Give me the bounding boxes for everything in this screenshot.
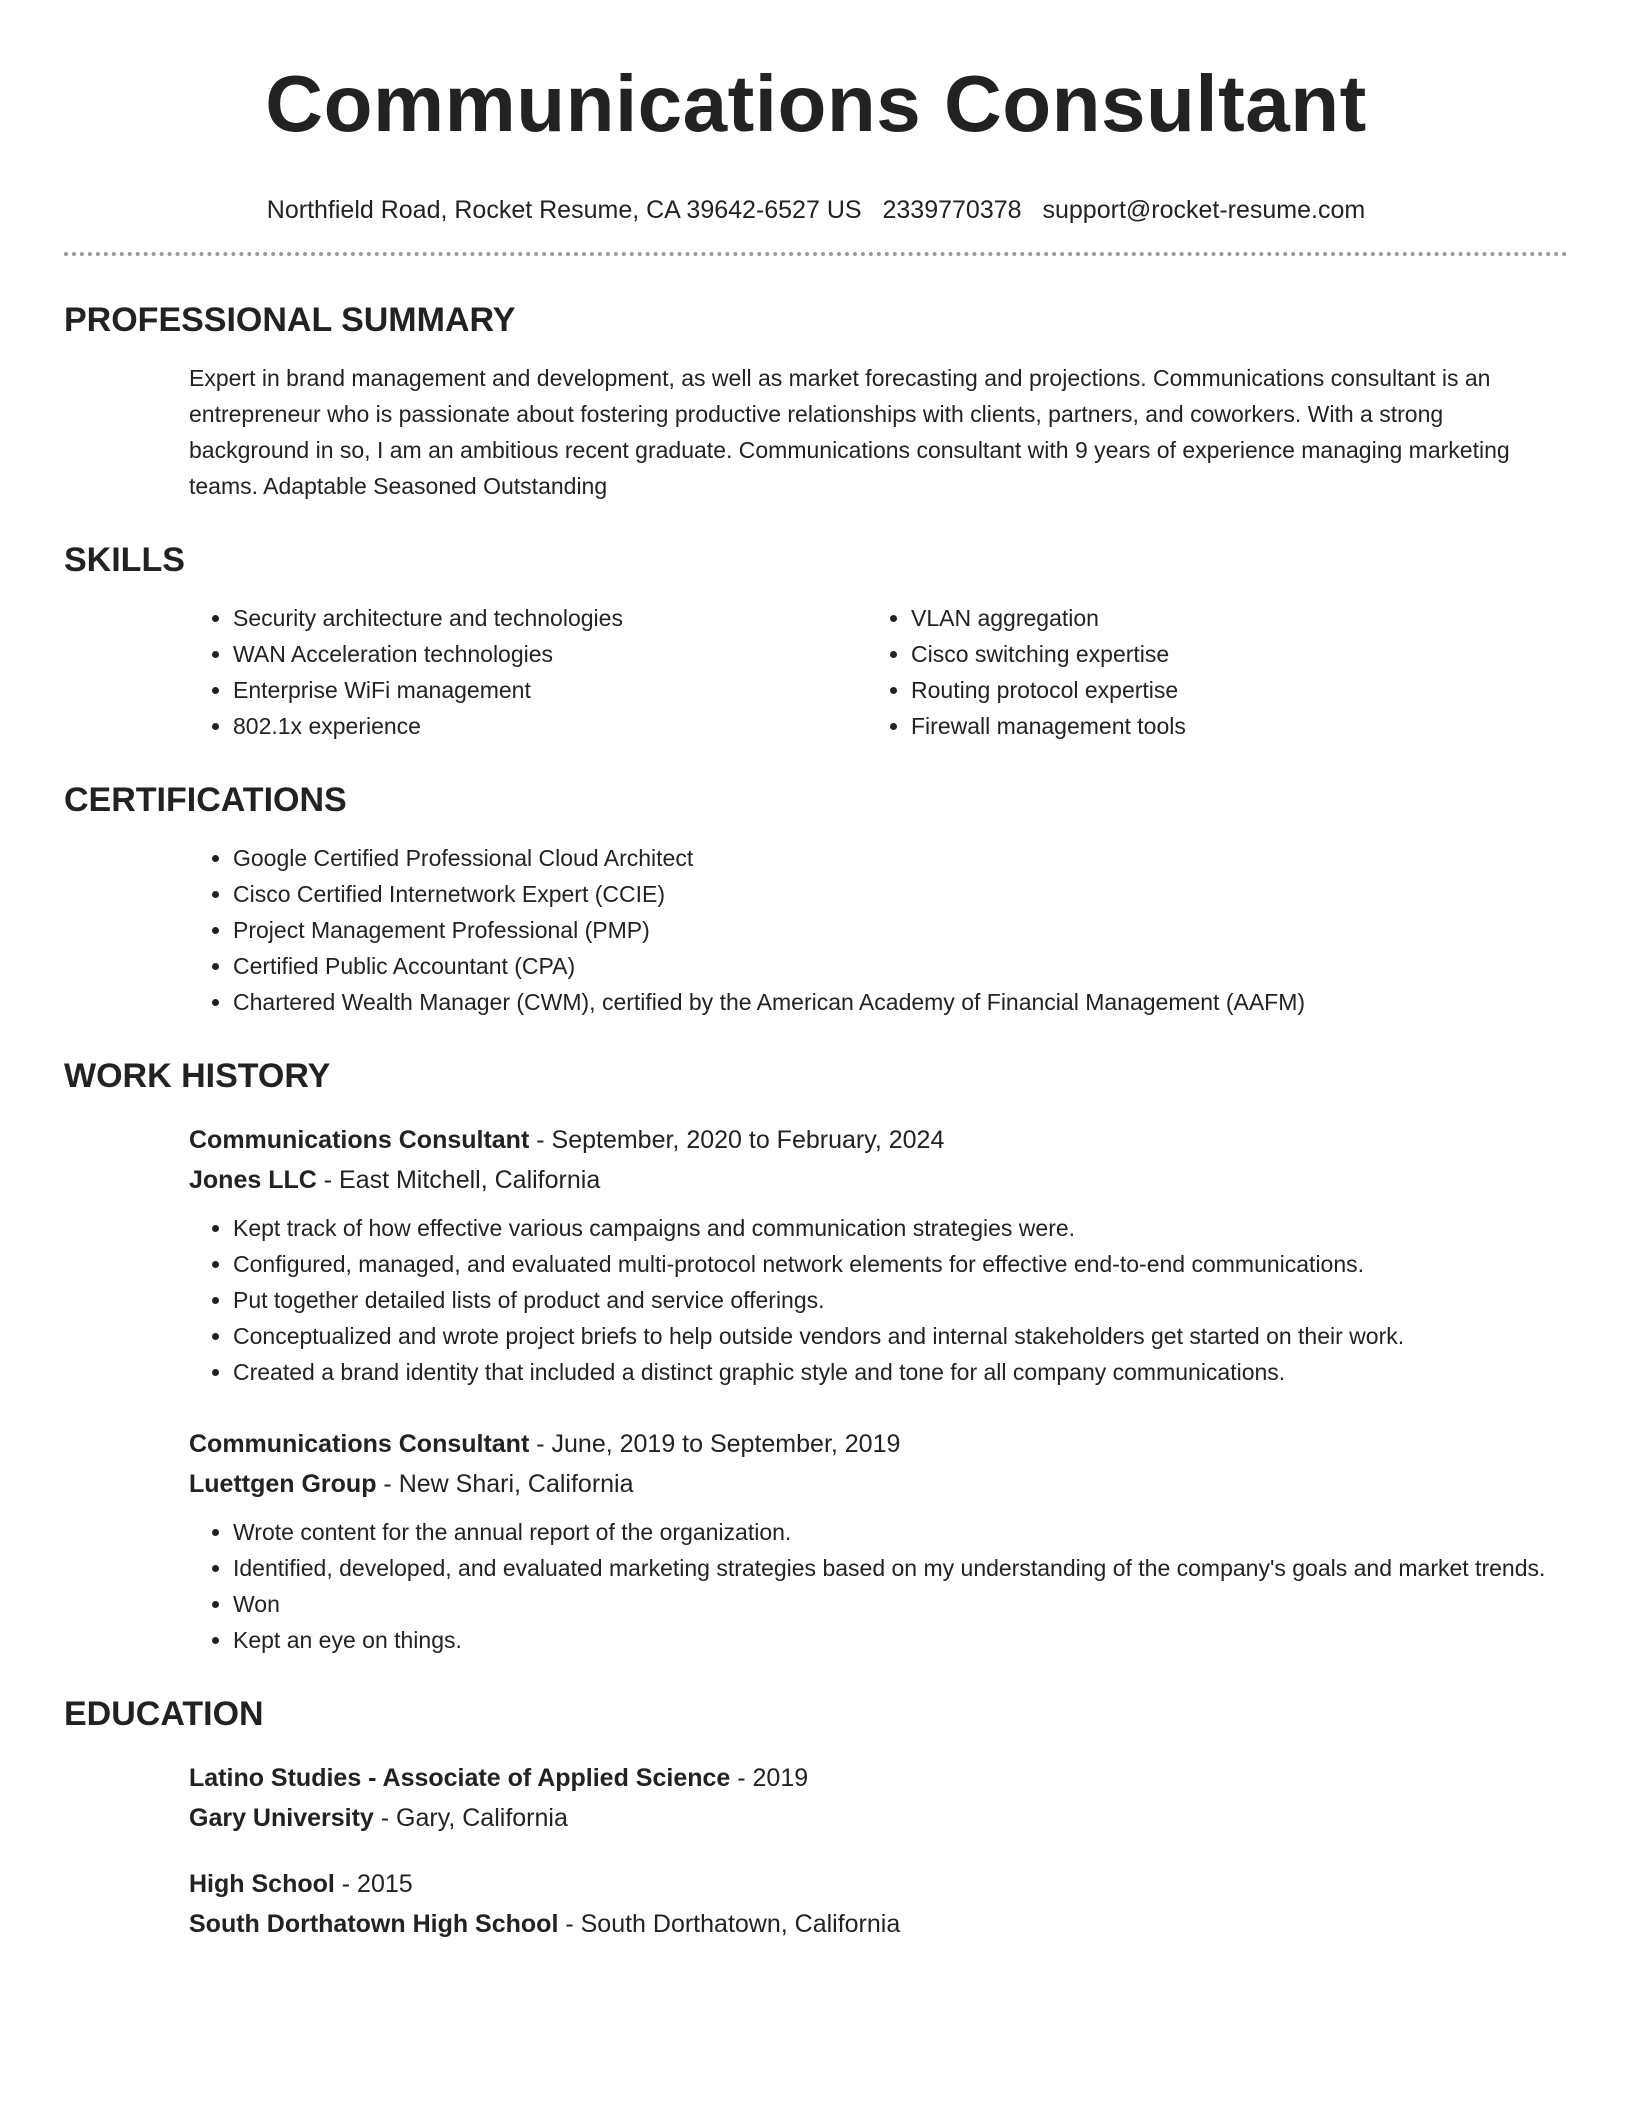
job-entry [189,1120,1568,1390]
certifications-section [64,780,1568,1020]
job-bullet: • Conceptualized and wrote project briefs to help outside vendors and internal stakeholders get started on their work. [233,1318,1568,1354]
education-school-line [189,1904,1568,1944]
job-dates: - June, 2019 to September, 2019 [529,1430,901,1458]
job-bullet: • Wrote content for the annual report of the organization. [233,1514,1568,1550]
certifications-body [189,840,1568,1020]
education-year: - 2019 [730,1764,809,1792]
skill-item: • VLAN aggregation [911,600,1545,636]
education-section [64,1694,1568,1944]
job-bullet: • Won [233,1586,1568,1622]
education-degree: Latino Studies - Associate of Applied Science [189,1764,731,1792]
skills-column-left [189,600,867,744]
education-school-line [189,1798,1568,1838]
certification-item: • Chartered Wealth Manager (CWM), certified by the American Academy of Financial Management (AAFM) [233,984,1568,1020]
resume-name: Communications Consultant [265,59,1367,148]
job-company: Luettgen Group [189,1470,377,1498]
job-company-line [189,1464,1568,1504]
education-heading: EDUCATION [64,1695,264,1733]
certification-item: • Certified Public Accountant (CPA) [233,948,1568,984]
job-bullet: • Configured, managed, and evaluated multi-protocol network elements for effective end-to-end communications. [233,1246,1568,1282]
job-title-line [189,1424,1568,1464]
education-degree-line [189,1864,1568,1904]
education-degree-line [189,1758,1568,1798]
summary-section [64,300,1568,504]
job-company: Jones LLC [189,1166,317,1194]
job-bullet: • Kept an eye on things. [233,1622,1568,1658]
skills-section [64,540,1568,744]
education-body [189,1758,1568,1944]
skill-item: • Cisco switching expertise [911,636,1545,672]
work-history-body [189,1120,1568,1658]
education-location: - South Dorthatown, California [558,1910,901,1938]
job-entry [189,1424,1568,1658]
skills-heading: SKILLS [64,541,185,579]
skill-item: • Routing protocol expertise [911,672,1545,708]
work-history-heading: WORK HISTORY [64,1057,331,1095]
education-year: - 2015 [334,1870,413,1898]
certifications-heading: CERTIFICATIONS [64,781,347,819]
education-degree: High School [189,1870,335,1898]
work-history-section [64,1056,1568,1658]
contact-email[interactable]: support@rocket-resume.com [1042,196,1366,224]
skill-item: • Firewall management tools [911,708,1545,744]
summary-heading: PROFESSIONAL SUMMARY [64,301,516,339]
job-location: - East Mitchell, California [316,1166,601,1194]
summary-body [189,360,1568,504]
certification-item: • Cisco Certified Internetwork Expert (CCIE) [233,876,1568,912]
education-school: South Dorthatown High School [189,1910,559,1938]
certification-item: • Google Certified Professional Cloud Architect [233,840,1568,876]
job-bullets [189,1514,1568,1658]
resume-page [64,0,1568,1944]
contact-phone: 2339770378 [882,196,1022,224]
job-role: Communications Consultant [189,1430,530,1458]
education-entry [189,1758,1568,1838]
education-entry [189,1864,1568,1944]
education-location: - Gary, California [373,1804,568,1832]
skill-item: • WAN Acceleration technologies [233,636,867,672]
contact-address: Northfield Road, Rocket Resume, CA 39642-6527 US [266,196,862,224]
certification-item: • Project Management Professional (PMP) [233,912,1568,948]
skill-item: • Enterprise WiFi management [233,672,867,708]
job-bullet: • Identified, developed, and evaluated marketing strategies based on my understanding of the company's goals and market trends. [233,1550,1568,1586]
contact-line [64,194,1568,226]
job-company-line [189,1160,1568,1200]
header-divider [64,252,1568,256]
job-bullet: • Kept track of how effective various campaigns and communication strategies were. [233,1210,1568,1246]
education-school: Gary University [189,1804,374,1832]
job-title-line [189,1120,1568,1160]
job-bullets [189,1210,1568,1390]
job-role: Communications Consultant [189,1126,530,1154]
certifications-list [189,840,1568,1020]
job-dates: - September, 2020 to February, 2024 [529,1126,945,1154]
summary-text: Expert in brand management and development, as well as market forecasting and projections. Communications consultant is an entrepreneur who is passionate about fostering productive relationships with clients, partners, and coworkers. With a strong background in so, I am an ambitious recent graduate. Communications consultant with 9 years of experience managing marketing teams. Adaptable Seasoned Outstanding [189,365,1510,499]
skill-item: • Security architecture and technologies [233,600,867,636]
job-bullet: • Created a brand identity that included a distinct graphic style and tone for all company communications. [233,1354,1568,1390]
job-bullet: • Put together detailed lists of product and service offerings. [233,1282,1568,1318]
skills-list [189,600,1568,744]
skills-column-right [867,600,1545,744]
skill-item: • 802.1x experience [233,708,867,744]
job-location: - New Shari, California [376,1470,634,1498]
